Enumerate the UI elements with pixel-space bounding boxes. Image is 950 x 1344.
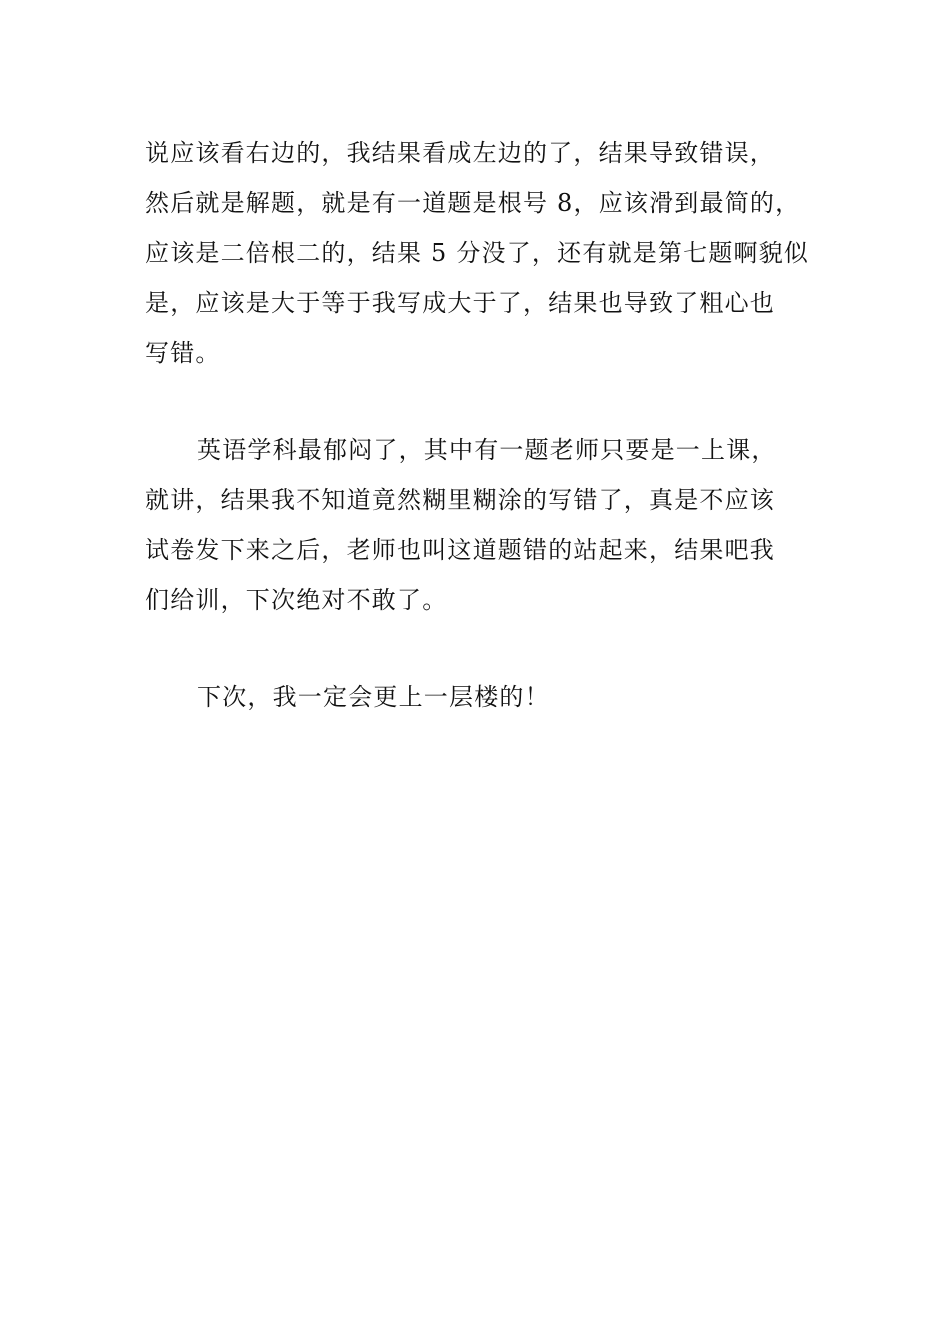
paragraph-line: 就讲，结果我不知道竟然糊里糊涂的写错了，真是不应该	[145, 486, 775, 514]
paragraph-line: 英语学科最郁闷了，其中有一题老师只要是一上课，	[197, 436, 777, 464]
paragraph-line: 下次，我一定会更上一层楼的！	[197, 683, 550, 711]
paragraph-line: 然后就是解题，就是有一道题是根号 8，应该滑到最简的，	[145, 189, 801, 217]
paragraph-spacer	[145, 625, 807, 672]
paragraph-3	[145, 672, 807, 722]
paragraph-line: 们给训，下次绝对不敢了。	[145, 586, 448, 614]
paragraph-line: 是，应该是大于等于我写成大于了，结果也导致了粗心也	[145, 289, 775, 317]
paragraph-2	[145, 425, 807, 625]
paragraph-line: 应该是二倍根二的，结果 5 分没了，还有就是第七题啊貌似	[145, 239, 810, 267]
document-body	[145, 128, 810, 722]
paragraph-line: 说应该看右边的，我结果看成左边的了，结果导致错误，	[145, 139, 775, 167]
paragraph-line: 试卷发下来之后，老师也叫这道题错的站起来，结果吧我	[145, 536, 775, 564]
paragraph-line: 写错。	[145, 339, 221, 367]
paragraph-spacer	[145, 378, 807, 425]
paragraph-1	[145, 128, 810, 378]
